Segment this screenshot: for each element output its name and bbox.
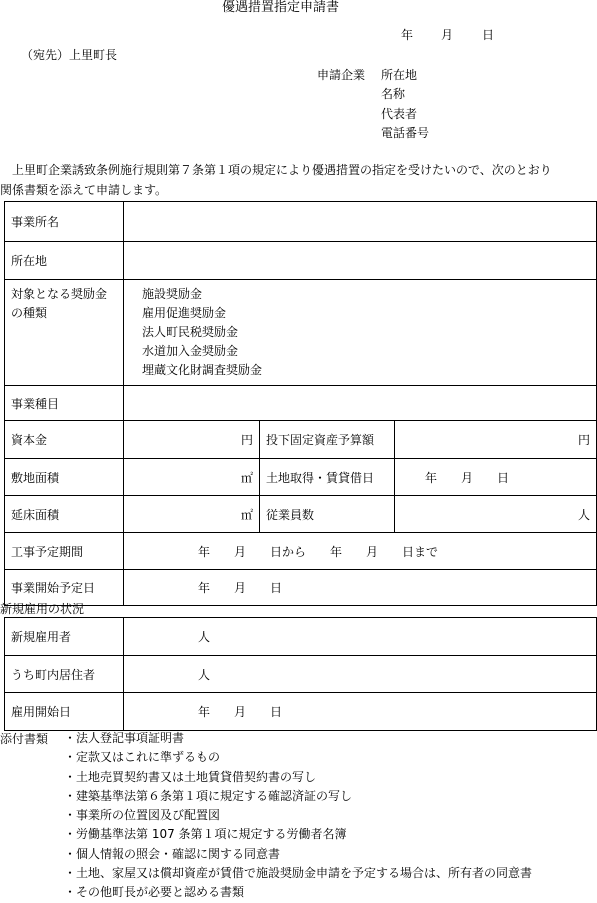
office-name-label: 事業所名 xyxy=(5,202,124,242)
form-title: 優遇措置指定申請書 xyxy=(222,0,340,15)
local-residents-unit: 人 xyxy=(198,667,211,682)
capital-unit: 円 xyxy=(240,433,253,447)
intro-line-2: 関係書類を添えて申請します。 xyxy=(0,183,168,197)
intro-line-1: 上里町企業誘致条例施行規則第７条第１項の規定により優遇措置の指定を受けたいので、次のとおり xyxy=(12,163,552,177)
main-info-table xyxy=(4,201,597,606)
applicant-phone-label: 電話番号 xyxy=(381,126,430,140)
incentive-type-label xyxy=(5,280,124,386)
site-area-label: 敷地面積 xyxy=(5,459,124,496)
floor-area-field[interactable] xyxy=(124,496,260,533)
incentive-type-label-line-2: の種類 xyxy=(11,306,48,320)
new-hires-unit: 人 xyxy=(198,630,211,644)
date-month-label: 月 xyxy=(441,28,454,42)
business-type-field[interactable] xyxy=(124,386,597,421)
incentive-option[interactable]: 施設奨励金 xyxy=(142,287,203,301)
land-acquisition-label: 土地取得・賃貸借日 xyxy=(260,459,395,496)
attachment-item: ・土地売買契約書又は土地賃貸借契約書の写し xyxy=(64,769,317,784)
incentive-type-field[interactable] xyxy=(124,280,597,386)
attachment-item: ・建築基準法第６条第１項に規定する確認済証の写し xyxy=(64,788,353,803)
new-hires-label: 新規雇用者 xyxy=(5,618,124,656)
attachment-item: ・労働基準法第 107 条第１項に規定する労働者名簿 xyxy=(64,827,347,842)
incentive-option[interactable]: 水道加入金奨励金 xyxy=(142,344,239,358)
employment-table xyxy=(4,617,597,731)
employment-start-value: 年 月 日 xyxy=(198,705,283,719)
attachment-item: ・個人情報の照会・確認に関する同意書 xyxy=(64,846,281,861)
construction-period-field[interactable] xyxy=(124,533,597,570)
investment-unit: 円 xyxy=(578,433,591,447)
business-type-label: 事業種目 xyxy=(5,386,124,421)
incentive-type-label-line-1: 対象となる奨励金 xyxy=(11,287,108,301)
investment-field[interactable] xyxy=(395,421,597,459)
local-residents-label: うち町内居住者 xyxy=(5,656,124,693)
attachments-list xyxy=(64,729,532,903)
employment-start-field[interactable] xyxy=(124,693,597,731)
floor-area-unit: ㎡ xyxy=(240,507,253,522)
employment-section-title: 新規雇用の状況 xyxy=(0,602,85,616)
incentive-option[interactable]: 埋蔵文化財調査奨励金 xyxy=(142,363,263,377)
local-residents-field[interactable] xyxy=(124,656,597,693)
site-area-unit: ㎡ xyxy=(240,470,253,485)
employees-label: 従業員数 xyxy=(260,496,395,533)
attachment-item: ・土地、家屋又は償却資産が賃借で施設奨励金申請を予定する場合は、所有者の同意書 xyxy=(64,866,533,881)
investment-label: 投下固定資産予算額 xyxy=(260,421,395,459)
attachment-item: ・定款又はこれに準ずるもの xyxy=(64,750,221,765)
addressee: （宛先）上里町長 xyxy=(21,48,118,62)
construction-period-label: 工事予定期間 xyxy=(5,533,124,570)
business-start-value: 年 月 日 xyxy=(198,581,283,595)
location-field[interactable] xyxy=(124,242,597,280)
capital-label: 資本金 xyxy=(5,421,124,459)
attachment-item: ・法人登記事項証明書 xyxy=(64,731,185,745)
attachment-item: ・その他町長が必要と認める書類 xyxy=(64,885,245,900)
attachments-label: 添付書類 xyxy=(0,732,49,746)
date-year-label: 年 xyxy=(401,28,414,42)
incentive-option[interactable]: 法人町民税奨励金 xyxy=(142,325,239,339)
date-day-label: 日 xyxy=(482,28,495,42)
employment-start-label: 雇用開始日 xyxy=(5,693,124,731)
office-name-field[interactable] xyxy=(124,202,597,242)
applicant-label: 申請企業 xyxy=(317,68,366,82)
construction-period-value: 年 月 日から 年 月 日まで xyxy=(198,544,439,559)
attachment-item: ・事業所の位置図及び配置図 xyxy=(64,808,221,823)
floor-area-label: 延床面積 xyxy=(5,496,124,533)
applicant-name-label: 名称 xyxy=(381,87,406,101)
land-acquisition-date: 年 月 日 xyxy=(425,470,510,485)
employees-field[interactable] xyxy=(395,496,597,533)
new-hires-field[interactable] xyxy=(124,618,597,656)
applicant-address-label: 所在地 xyxy=(381,68,418,82)
business-start-field[interactable] xyxy=(124,570,597,606)
incentive-option[interactable]: 雇用促進奨励金 xyxy=(142,306,227,320)
applicant-representative-label: 代表者 xyxy=(381,107,418,121)
land-acquisition-date-field[interactable] xyxy=(395,459,597,496)
employees-unit: 人 xyxy=(578,507,591,522)
site-area-field[interactable] xyxy=(124,459,260,496)
business-start-label: 事業開始予定日 xyxy=(5,570,124,606)
capital-field[interactable] xyxy=(124,421,260,459)
location-label: 所在地 xyxy=(5,242,124,280)
